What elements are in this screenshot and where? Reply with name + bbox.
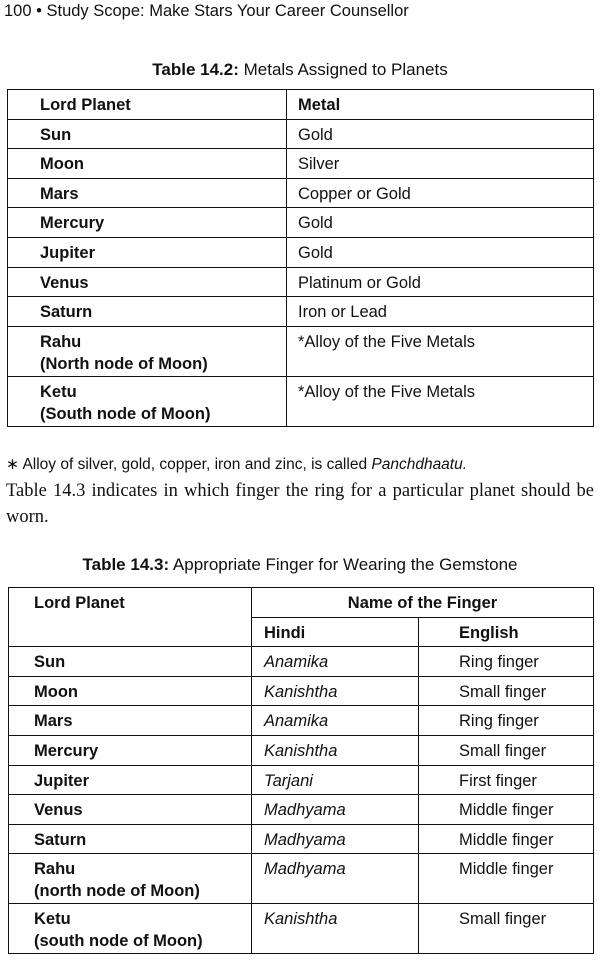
metal-cell: Iron or Lead [287, 297, 594, 327]
table-row [8, 119, 594, 149]
english-finger-cell: Ring finger [419, 647, 594, 677]
planet-cell [9, 735, 252, 765]
planet-cell [8, 267, 287, 297]
metal-cell: *Alloy of the Five Metals [287, 376, 594, 426]
table-row [8, 178, 594, 208]
metal-cell: Gold [287, 208, 594, 238]
planet-name: Sun [40, 125, 72, 144]
planet-cell [8, 149, 287, 179]
planet-cell [9, 676, 252, 706]
hindi-finger-cell: Anamika [252, 647, 419, 677]
table-14-3-caption [0, 555, 600, 575]
english-finger-cell: Small finger [419, 735, 594, 765]
planet-name: Mars [34, 712, 73, 731]
planet-cell [8, 178, 287, 208]
planet-node: (north node of Moon) [34, 882, 200, 901]
hindi-finger-cell: Madhyama [252, 824, 419, 854]
table-header-row [8, 90, 594, 120]
footnote-text: ∗ Alloy of silver, gold, copper, iron and zinc, is called [6, 456, 372, 473]
hindi-finger-cell: Madhyama [252, 795, 419, 825]
caption-label: Table 14.2: [152, 60, 239, 79]
hindi-finger-cell: Anamika [252, 706, 419, 736]
table-row [8, 237, 594, 267]
planet-name: Ketu [34, 910, 71, 929]
table-row [8, 376, 594, 426]
planet-cell [8, 297, 287, 327]
caption-text: Appropriate Finger for Wearing the Gemstone [169, 555, 518, 574]
planet-node: (south node of Moon) [34, 932, 203, 951]
planet-cell [9, 904, 252, 954]
metal-cell: *Alloy of the Five Metals [287, 326, 594, 376]
english-finger-cell: Middle finger [419, 824, 594, 854]
finger-table [8, 587, 594, 954]
metal-cell: Gold [287, 237, 594, 267]
english-finger-cell: Ring finger [419, 706, 594, 736]
footnote-term: Panchdhaatu. [371, 456, 468, 473]
column-header-lord-planet: Lord Planet [8, 90, 287, 120]
planet-name: Venus [34, 801, 83, 820]
planet-name: Moon [34, 682, 78, 701]
planet-name: Rahu [34, 860, 76, 879]
table-14-2-caption [0, 60, 600, 80]
planet-cell [9, 647, 252, 677]
planet-cell [9, 824, 252, 854]
table-row [9, 795, 594, 825]
hindi-finger-cell: Tarjani [252, 765, 419, 795]
planet-cell [9, 854, 252, 904]
table-row [8, 208, 594, 238]
column-header-lord-planet: Lord Planet [9, 588, 252, 647]
metal-cell: Copper or Gold [287, 178, 594, 208]
planet-name: Mars [40, 184, 79, 203]
column-header-finger-name: Name of the Finger [252, 588, 594, 618]
planet-name: Jupiter [40, 243, 96, 262]
table-row [9, 735, 594, 765]
table-row [8, 149, 594, 179]
table-row [9, 824, 594, 854]
english-finger-cell: Middle finger [419, 795, 594, 825]
planet-name: Jupiter [34, 771, 90, 790]
planet-cell [8, 237, 287, 267]
planet-cell [9, 706, 252, 736]
caption-text: Metals Assigned to Planets [238, 60, 448, 79]
column-header-hindi: Hindi [252, 617, 419, 647]
metal-cell: Gold [287, 119, 594, 149]
english-finger-cell: Small finger [419, 676, 594, 706]
table-row [9, 647, 594, 677]
table-row [9, 854, 594, 904]
body-paragraph: Table 14.3 indicates in which finger the ring for a particular planet should be worn. [6, 481, 594, 527]
caption-label: Table 14.3: [82, 555, 170, 574]
planet-name: Moon [40, 155, 84, 174]
table-header-row [9, 588, 594, 618]
table-row [9, 904, 594, 954]
planet-name: Ketu [40, 382, 77, 401]
footnote [6, 455, 467, 475]
table-row [9, 706, 594, 736]
planet-cell [8, 376, 287, 426]
hindi-finger-cell: Kanishtha [252, 904, 419, 954]
planet-name: Saturn [40, 303, 93, 322]
metals-table [7, 89, 594, 427]
planet-node: (South node of Moon) [40, 404, 211, 423]
hindi-finger-cell: Kanishtha [252, 676, 419, 706]
planet-name: Venus [40, 273, 89, 292]
table-row [8, 326, 594, 376]
planet-cell [8, 326, 287, 376]
table-row [9, 676, 594, 706]
planet-name: Mercury [40, 214, 105, 233]
running-head: 100 • Study Scope: Make Stars Your Career Counsellor [4, 2, 409, 20]
english-finger-cell: First finger [419, 765, 594, 795]
metal-cell: Platinum or Gold [287, 267, 594, 297]
column-header-english: English [419, 617, 594, 647]
english-finger-cell: Small finger [419, 904, 594, 954]
metal-cell: Silver [287, 149, 594, 179]
planet-name: Mercury [34, 741, 99, 760]
column-header-metal: Metal [287, 90, 594, 120]
planet-name: Rahu [40, 332, 82, 351]
table-row [8, 267, 594, 297]
planet-node: (North node of Moon) [40, 354, 208, 373]
planet-cell [8, 119, 287, 149]
planet-cell [9, 765, 252, 795]
table-row [9, 765, 594, 795]
hindi-finger-cell: Kanishtha [252, 735, 419, 765]
planet-cell [8, 208, 287, 238]
planet-cell [9, 795, 252, 825]
hindi-finger-cell: Madhyama [252, 854, 419, 904]
planet-name: Sun [34, 653, 66, 672]
table-row [8, 297, 594, 327]
planet-name: Saturn [34, 830, 87, 849]
english-finger-cell: Middle finger [419, 854, 594, 904]
